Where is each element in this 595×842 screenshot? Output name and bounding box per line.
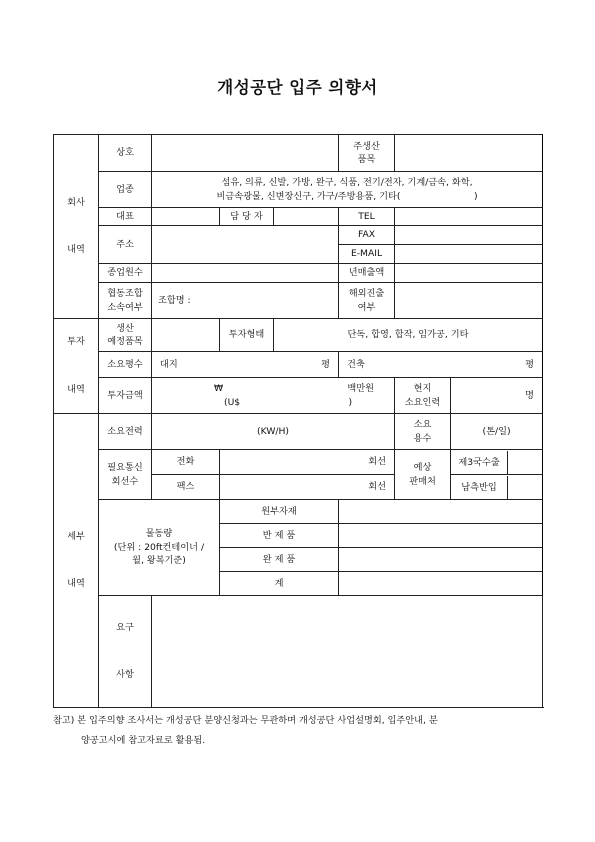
fax-field[interactable] [395, 226, 543, 245]
overseas-label: 해외진출 여부 [339, 283, 395, 319]
power-label: 소요전력 [99, 414, 152, 450]
domestic-import[interactable] [451, 475, 543, 500]
coop-name-label: 조합명 : [158, 294, 191, 306]
investment-type-label: 투자형태 [220, 319, 274, 352]
tel-field[interactable] [395, 208, 543, 226]
sales-channel-label: 예상 판매처 [395, 450, 451, 500]
fax-lines-field[interactable] [220, 475, 395, 500]
land-label: 대지 [160, 358, 178, 370]
million-won-unit: 백만원 [347, 383, 375, 395]
domestic-label: 남측반입 [451, 476, 508, 499]
employees-field[interactable] [152, 264, 339, 283]
power-field[interactable] [152, 414, 395, 450]
building-label: 건축 [347, 358, 365, 370]
email-label: E-MAIL [339, 245, 395, 264]
main-product-field[interactable] [395, 135, 543, 172]
overseas-field[interactable] [395, 283, 543, 319]
company-name-label: 상호 [99, 135, 152, 172]
planned-product-label: 생산 예정품목 [99, 319, 152, 352]
finished-goods-label: 완 제 품 [220, 548, 339, 572]
tel-label: TEL [339, 208, 395, 226]
water-unit: (톤/일) [482, 425, 511, 437]
investment-type-options[interactable]: 단독, 합영, 합작, 임가공, 기타 [274, 319, 543, 352]
building-area-field[interactable] [339, 352, 543, 378]
footnote-line-1: 참고) 본 입주의향 조사서는 개성공단 분양신청과는 무관하며 개성공단 사업설명회, 입주안내, 분 [53, 715, 438, 726]
semi-finished-field[interactable] [339, 524, 543, 548]
address-field[interactable] [152, 226, 339, 264]
fax-line-unit: 회선 [368, 481, 387, 493]
footnote-line-2: 양공고시에 참고자료로 활용됨. [81, 735, 206, 746]
third-country-export[interactable] [451, 450, 543, 475]
local-staff-label: 현지 소요인력 [395, 378, 451, 414]
raw-materials-label: 원부자재 [220, 500, 339, 524]
representative-field[interactable] [152, 208, 220, 226]
planned-product-field[interactable] [152, 319, 220, 352]
annual-sales-field[interactable] [395, 264, 543, 283]
water-label: 소요 용수 [395, 414, 451, 450]
won-symbol: ₩ [214, 383, 224, 395]
phone-lines-field[interactable] [220, 450, 395, 475]
third-country-label: 제3국수출 [451, 451, 508, 474]
coop-membership-label: 협동조합 소속여부 [99, 283, 152, 319]
main-product-label: 주생산 품목 [339, 135, 395, 172]
land-area-field[interactable] [152, 352, 339, 378]
section-details: 세부 내역 [54, 414, 99, 708]
required-area-label: 소요평수 [99, 352, 152, 378]
water-field[interactable] [451, 414, 543, 450]
representative-label: 대표 [99, 208, 152, 226]
section-company: 회사 내역 [54, 135, 99, 319]
coop-name-field[interactable] [152, 283, 339, 319]
annual-sales-label: 년매출액 [339, 264, 395, 283]
investment-amount-label: 투자금액 [99, 378, 152, 414]
phone-line-unit: 회선 [368, 456, 387, 468]
investment-amount-field[interactable] [152, 378, 395, 414]
logistics-label: 물동량 (단위 : 20ft컨테이너 / 월, 왕복기준) [99, 500, 220, 596]
email-field[interactable] [395, 245, 543, 264]
page-title: 개성공단 입주 의향서 [217, 78, 378, 97]
fax-label: FAX [339, 226, 395, 245]
local-staff-field[interactable] [451, 378, 543, 414]
comm-lines-label: 필요통신 회선수 [99, 450, 152, 500]
usd-suffix: ) [348, 396, 353, 408]
section-requests: 요구 사항 [99, 596, 152, 708]
contact-person-label: 담 당 자 [220, 208, 274, 226]
contact-person-field[interactable] [274, 208, 339, 226]
industry-label: 업종 [99, 172, 152, 208]
logistics-total-field[interactable] [339, 572, 543, 596]
industry-options[interactable]: 섬유, 의류, 신발, 가방, 완구, 식품, 전기/전자, 기계/금속, 화학, 비금속광물, 신변장신구, 가구/주방용품, 기타( ) [152, 172, 543, 208]
footnote [53, 711, 545, 751]
phone-label: 전화 [152, 450, 220, 475]
semi-finished-label: 반 제 품 [220, 524, 339, 548]
logistics-total-label: 계 [220, 572, 339, 596]
requests-field[interactable] [152, 596, 543, 708]
building-pyeong-unit: 평 [525, 358, 535, 370]
land-pyeong-unit: 평 [321, 358, 331, 370]
intent-form-table [53, 134, 543, 708]
company-name-field[interactable] [152, 135, 339, 172]
power-unit: (KW/H) [257, 425, 289, 437]
fax-lines-label: 팩스 [152, 475, 220, 500]
persons-unit: 명 [525, 389, 535, 401]
usd-prefix: (U$ [224, 396, 241, 408]
raw-materials-field[interactable] [339, 500, 543, 524]
finished-goods-field[interactable] [339, 548, 543, 572]
employees-label: 종업원수 [99, 264, 152, 283]
address-label: 주소 [99, 226, 152, 264]
section-investment: 투자 내역 [54, 319, 99, 414]
